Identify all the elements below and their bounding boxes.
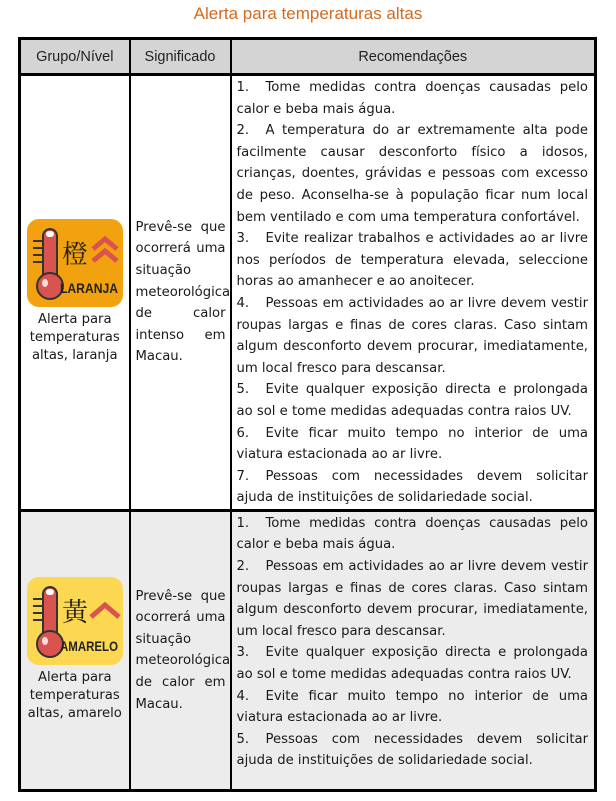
table-row-yellow-alert xyxy=(20,510,596,790)
page-title: Alerta para temperaturas altas xyxy=(193,4,423,23)
recommendation-item xyxy=(237,556,589,642)
alert-level-char: 橙 xyxy=(61,240,88,271)
recommendation-item xyxy=(237,686,589,729)
table-header-row xyxy=(20,39,596,75)
recommendation-item xyxy=(237,466,589,509)
meaning-cell: Prevê-se que ocorrerá uma situação meteorológica de calor intenso em Macau. xyxy=(130,75,231,511)
recommendation-item xyxy=(237,423,589,466)
recommendation-text: A temperatura do ar extremamente alta pode facilmente causar desconforto físico a idosos, crianças, doentes, grávidas e pessoas com excesso de peso. Aconselha-se à população ficar num local bem ventilado e com uma temperatura confortável. xyxy=(236,123,588,225)
recommendation-number: 5. xyxy=(236,382,250,398)
recommendations-cell xyxy=(231,75,596,511)
yellow-heat-alert-icon xyxy=(27,577,123,665)
recommendation-text: Tome medidas contra doenças causadas pelo calor e beba mais água. xyxy=(236,515,588,553)
column-header-meaning: Significado xyxy=(130,39,231,75)
recommendation-number: 3. xyxy=(236,645,250,661)
recommendation-item xyxy=(237,642,589,685)
recommendation-number: 3. xyxy=(236,231,250,247)
recommendation-text: Pessoas em actividades ao ar livre devem vestir roupas largas e finas de cores claras. Caso sintam algum desconforto devem procurar, imediatamente, um local fresco para descansar. xyxy=(236,559,588,639)
recommendation-text: Pessoas com necessidades devem solicitar ajuda de instituições de solidariedade social. xyxy=(236,468,588,506)
recommendation-number: 6. xyxy=(236,425,250,441)
table-row-orange-alert xyxy=(20,75,596,511)
recommendation-item xyxy=(237,729,589,772)
recommendation-number: 5. xyxy=(236,731,250,747)
recommendation-item xyxy=(237,77,589,120)
recommendation-text: Pessoas com necessidades devem solicitar ajuda de instituições de solidariedade social. xyxy=(236,731,588,769)
group-level-cell xyxy=(20,510,130,790)
alert-level-label: LARANJA xyxy=(59,280,118,297)
alert-level-label: AMARELO xyxy=(59,638,118,655)
alert-level-char: 黃 xyxy=(61,598,88,629)
recommendation-text: Evite qualquer exposição directa e prolongada ao sol e tome medidas adequadas contra raios UV. xyxy=(236,645,588,683)
recommendation-number: 2. xyxy=(236,559,250,575)
recommendation-number: 1. xyxy=(236,80,250,95)
group-label: Alerta para temperaturas altas, laranja xyxy=(29,312,120,364)
recommendation-number: 1. xyxy=(236,515,250,531)
recommendation-number: 4. xyxy=(236,295,250,311)
heat-alert-table xyxy=(18,37,597,792)
meaning-cell: Prevê-se que ocorrerá uma situação meteorológica de calor em Macau. xyxy=(130,510,231,790)
recommendation-item xyxy=(237,379,589,422)
recommendation-text: Evite ficar muito tempo no interior de uma viatura estacionada ao ar livre. xyxy=(236,688,588,726)
group-label: Alerta para temperaturas altas, amarelo xyxy=(27,670,122,722)
recommendation-number: 7. xyxy=(236,468,250,484)
group-level-cell xyxy=(20,75,130,511)
column-header-recommendations: Recomendações xyxy=(231,39,596,75)
recommendation-number: 2. xyxy=(236,123,250,139)
orange-heat-alert-icon xyxy=(27,219,123,307)
recommendation-item xyxy=(237,228,589,293)
recommendation-item xyxy=(237,293,589,379)
recommendation-text: Tome medidas contra doenças causadas pelo calor e beba mais água. xyxy=(236,80,588,117)
column-header-group-level: Grupo/Nível xyxy=(20,39,130,75)
recommendation-item xyxy=(237,513,589,556)
recommendation-text: Pessoas em actividades ao ar livre devem vestir roupas largas e finas de cores claras. Caso sintam algum desconforto devem procurar, imediatamente, um local fresco para descansar. xyxy=(236,295,588,376)
recommendation-text: Evite ficar muito tempo no interior de uma viatura estacionada ao ar livre. xyxy=(236,425,588,463)
recommendation-item xyxy=(237,120,589,228)
recommendations-cell xyxy=(231,510,596,790)
recommendation-text: Evite qualquer exposição directa e prolongada ao sol e tome medidas adequadas contra raios UV. xyxy=(236,382,588,419)
recommendation-text: Evite realizar trabalhos e actividades ao ar livre nos períodos de temperatura elevada, seleccione horas ao amanhecer e ao anoitecer. xyxy=(236,231,588,290)
recommendation-number: 4. xyxy=(236,688,250,704)
